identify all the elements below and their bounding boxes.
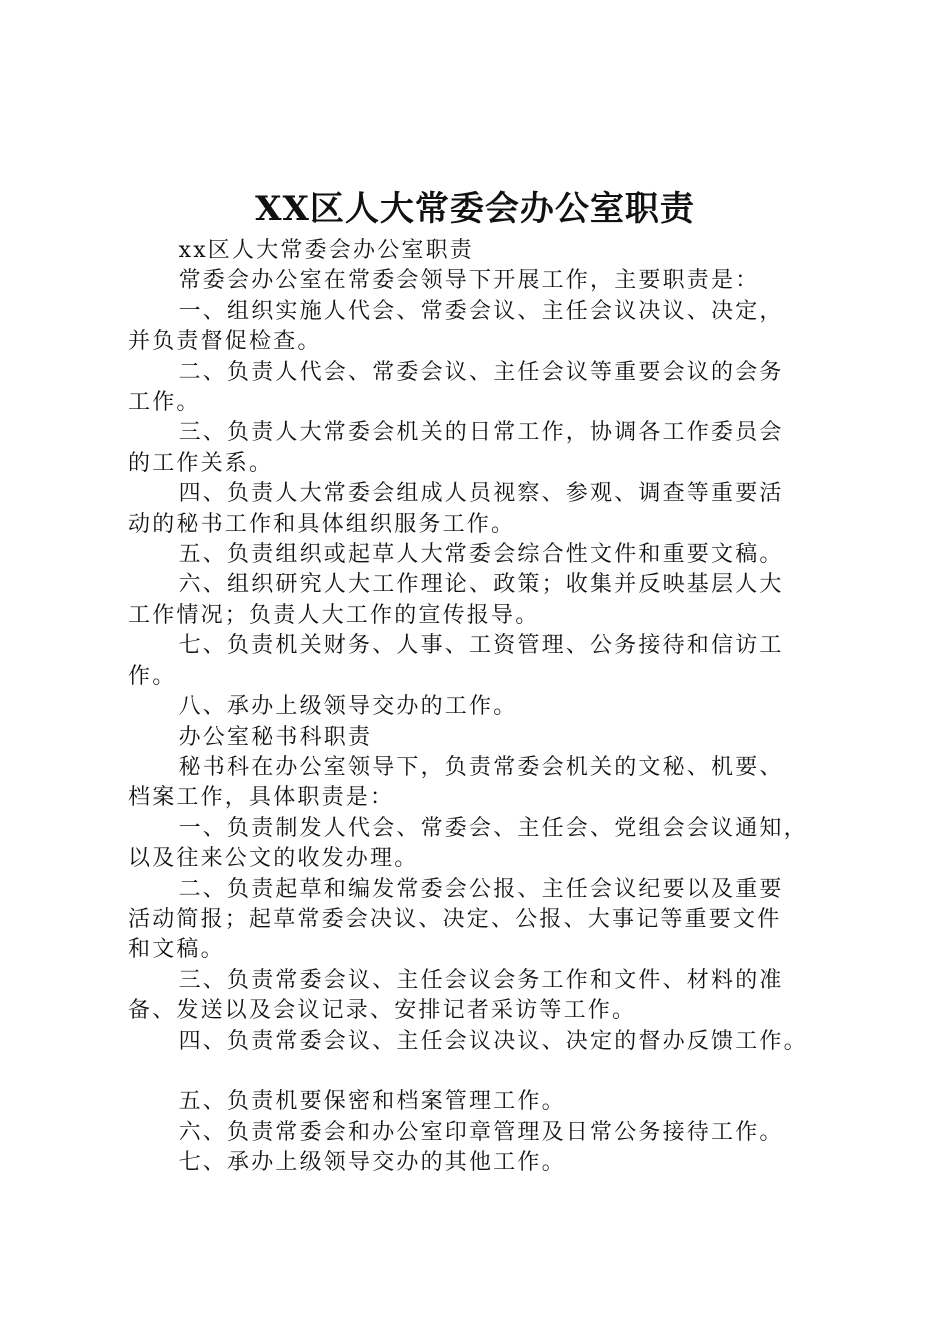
text-line: 作。	[128, 663, 177, 689]
paragraph-subheading	[128, 723, 848, 753]
text-line: 五、负责机要保密和档案管理工作。	[178, 1089, 566, 1115]
text-line: 的工作关系。	[128, 450, 274, 476]
text-line: 活动简报；起草常委会决议、决定、公报、大事记等重要文件	[128, 906, 782, 932]
text-line: 二、负责起草和编发常委会公报、主任会议纪要以及重要	[178, 876, 784, 902]
document-title: XX区人大常委会办公室职责	[255, 189, 695, 229]
text-line: 四、负责常委会议、主任会议决议、决定的督办反馈工作。	[178, 1028, 808, 1054]
paragraph-item	[128, 1118, 848, 1148]
text-line: 动的秘书工作和具体组织服务工作。	[128, 511, 516, 537]
text-line: 三、负责人大常委会机关的日常工作，协调各工作委员会	[178, 420, 784, 446]
text-line: 以及往来公文的收发办理。	[128, 846, 419, 872]
text-line: 常委会办公室在常委会领导下开展工作，主要职责是：	[178, 268, 760, 294]
text-line: 八、承办上级领导交办的工作。	[178, 694, 518, 720]
text-line: 六、负责常委会和办公室印章管理及日常公务接待工作。	[178, 1119, 784, 1145]
paragraph-item	[128, 358, 848, 419]
text-line: 档案工作，具体职责是：	[128, 785, 395, 811]
paragraph-item	[128, 1027, 848, 1057]
paragraph-item	[128, 875, 848, 966]
text-line: 一、负责制发人代会、常委会、主任会、党组会会议通知，	[178, 815, 808, 841]
paragraph-heading	[128, 236, 848, 266]
text-line: 二、负责人代会、常委会议、主任会议等重要会议的会务	[178, 359, 784, 385]
text-line: 工作。	[128, 390, 201, 416]
paragraph-item	[128, 966, 848, 1027]
text-line: xx区人大常委会办公室职责	[178, 238, 475, 263]
text-line: 和文稿。	[128, 937, 225, 963]
paragraph-item	[128, 631, 848, 692]
paragraph-item	[128, 479, 848, 540]
paragraph-intro	[128, 266, 848, 296]
text-line: 备、发送以及会议记录、安排记者采访等工作。	[128, 998, 637, 1024]
text-line: 办公室秘书科职责	[178, 724, 373, 750]
paragraph-item	[128, 814, 848, 875]
paragraph-intro	[128, 753, 848, 814]
text-line: 一、组织实施人代会、常委会议、主任会议决议、决定，	[178, 298, 784, 324]
text-line: 五、负责组织或起草人大常委会综合性文件和重要文稿。	[178, 542, 784, 568]
blank-line	[128, 1057, 848, 1087]
text-line: 工作情况；负责人大工作的宣传报导。	[128, 602, 540, 628]
document-body	[128, 236, 848, 1179]
paragraph-item	[128, 692, 848, 722]
paragraph-item	[128, 570, 848, 631]
paragraph-item	[128, 297, 848, 358]
text-line: 秘书科在办公室领导下，负责常委会机关的文秘、机要、	[178, 754, 784, 780]
text-line: 并负责督促检查。	[128, 329, 322, 355]
text-line: 三、负责常委会议、主任会议会务工作和文件、材料的准	[178, 967, 784, 993]
paragraph-item	[128, 418, 848, 479]
text-line: 六、组织研究人大工作理论、政策；收集并反映基层人大	[178, 572, 784, 598]
text-line: 七、承办上级领导交办的其他工作。	[178, 1150, 566, 1176]
text-line: 七、负责机关财务、人事、工资管理、公务接待和信访工	[178, 633, 784, 659]
paragraph-item	[128, 1087, 848, 1117]
paragraph-item	[128, 1148, 848, 1178]
paragraph-item	[128, 540, 848, 570]
text-line: 四、负责人大常委会组成人员视察、参观、调查等重要活	[178, 481, 784, 507]
